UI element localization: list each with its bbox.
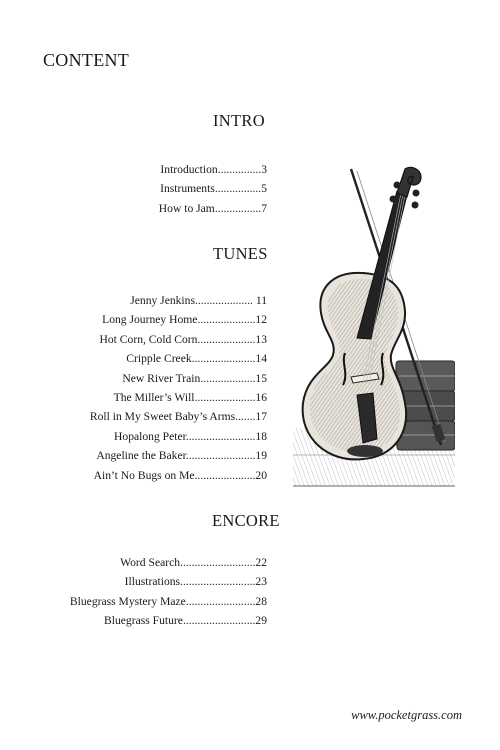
toc-leader: ......................... xyxy=(182,614,256,628)
toc-leader: ............... xyxy=(217,163,262,176)
toc-entry[interactable] xyxy=(27,388,267,407)
toc-entry[interactable] xyxy=(27,291,267,310)
toc-entry-title: Instruments xyxy=(160,182,215,196)
toc-leader: ................... xyxy=(200,371,256,385)
toc-page-number: 5 xyxy=(261,182,267,196)
toc-page-number: 22 xyxy=(255,556,267,569)
toc-entry-title: Cripple Creek xyxy=(126,352,192,366)
toc-page-number: 28 xyxy=(255,594,267,608)
toc-entry-title: Hot Corn, Cold Corn xyxy=(99,332,198,346)
toc-entry-title: Bluegrass Mystery Maze xyxy=(69,594,186,608)
toc-entry[interactable] xyxy=(27,407,267,426)
toc-page-number: 18 xyxy=(255,429,267,443)
website-url[interactable]: www.pocketgrass.com xyxy=(351,708,462,722)
toc-page-number: 15 xyxy=(255,371,267,385)
toc-entry[interactable] xyxy=(27,446,267,465)
toc-entry-title: Roll in My Sweet Baby’s Arms xyxy=(89,410,236,424)
toc-leader: ..................... xyxy=(194,468,256,482)
toc-list-encore xyxy=(27,553,267,631)
toc-entry[interactable] xyxy=(27,310,267,329)
toc-entry[interactable] xyxy=(27,592,267,611)
toc-entry[interactable] xyxy=(27,553,267,572)
section-heading-intro: INTRO xyxy=(213,111,265,130)
toc-entry-title: Bluegrass Future xyxy=(104,614,183,628)
section-heading-encore: ENCORE xyxy=(212,511,280,530)
toc-leader: ................ xyxy=(214,182,262,196)
toc-leader: ........................ xyxy=(185,449,256,463)
toc-entry[interactable] xyxy=(27,427,267,446)
toc-list-intro xyxy=(27,160,267,218)
toc-entry-title: Illustrations xyxy=(124,575,181,589)
section-heading-tunes: TUNES xyxy=(213,244,268,263)
toc-entry[interactable] xyxy=(27,160,267,179)
toc-page-number: 12 xyxy=(255,313,267,327)
toc-page-number: 23 xyxy=(255,575,267,589)
toc-entry-title: How to Jam xyxy=(158,201,215,215)
toc-page-number: 7 xyxy=(261,201,267,215)
toc-page-number: 29 xyxy=(255,614,267,628)
toc-page-number: 19 xyxy=(255,449,267,463)
toc-entry-title: The Miller’s Will xyxy=(113,391,195,405)
toc-page-number: 3 xyxy=(261,163,267,176)
toc-entry[interactable] xyxy=(27,572,267,591)
toc-page-number: 17 xyxy=(255,410,267,424)
toc-entry[interactable] xyxy=(27,199,267,218)
toc-leader: ..................... xyxy=(194,391,256,405)
toc-entry-title: Long Journey Home xyxy=(102,313,198,327)
toc-entry-title: Jenny Jenkins xyxy=(130,294,195,307)
violin-body xyxy=(303,273,407,460)
toc-entry[interactable] xyxy=(27,179,267,198)
toc-page-number: 20 xyxy=(255,468,267,482)
toc-leader: .......................... xyxy=(180,575,256,589)
toc-entry[interactable] xyxy=(27,349,267,368)
toc-page-number: 13 xyxy=(255,332,267,346)
toc-leader: ................ xyxy=(214,201,262,215)
toc-page-number: 16 xyxy=(255,391,267,405)
toc-entry[interactable] xyxy=(27,611,267,630)
page-title: CONTENT xyxy=(43,50,130,70)
toc-entry-title: Hopalong Peter xyxy=(114,429,186,443)
toc-entry-title: New River Train xyxy=(122,371,201,385)
toc-entry[interactable] xyxy=(27,330,267,349)
toc-leader: .................... xyxy=(197,313,256,327)
toc-entry-title: Ain’t No Bugs on Me xyxy=(93,468,195,482)
toc-leader: ....... xyxy=(235,410,256,424)
toc-leader: ...................... xyxy=(191,352,256,366)
toc-entry-title: Word Search xyxy=(120,556,181,569)
toc-list-tunes xyxy=(27,291,267,485)
toc-entry[interactable] xyxy=(27,369,267,388)
toc-leader: ........................ xyxy=(185,594,256,608)
toc-leader: .......................... xyxy=(180,556,256,569)
toc-leader: .................... xyxy=(197,332,256,346)
toc-page-number: 14 xyxy=(255,352,267,366)
toc-page-number: 11 xyxy=(252,294,267,307)
toc-entry-title: Angeline the Baker xyxy=(96,449,186,463)
violin-illustration xyxy=(293,163,455,490)
toc-entry[interactable] xyxy=(27,466,267,485)
toc-leader: .................... xyxy=(194,294,253,307)
toc-entry-title: Introduction xyxy=(160,163,218,176)
toc-leader: ........................ xyxy=(185,429,256,443)
